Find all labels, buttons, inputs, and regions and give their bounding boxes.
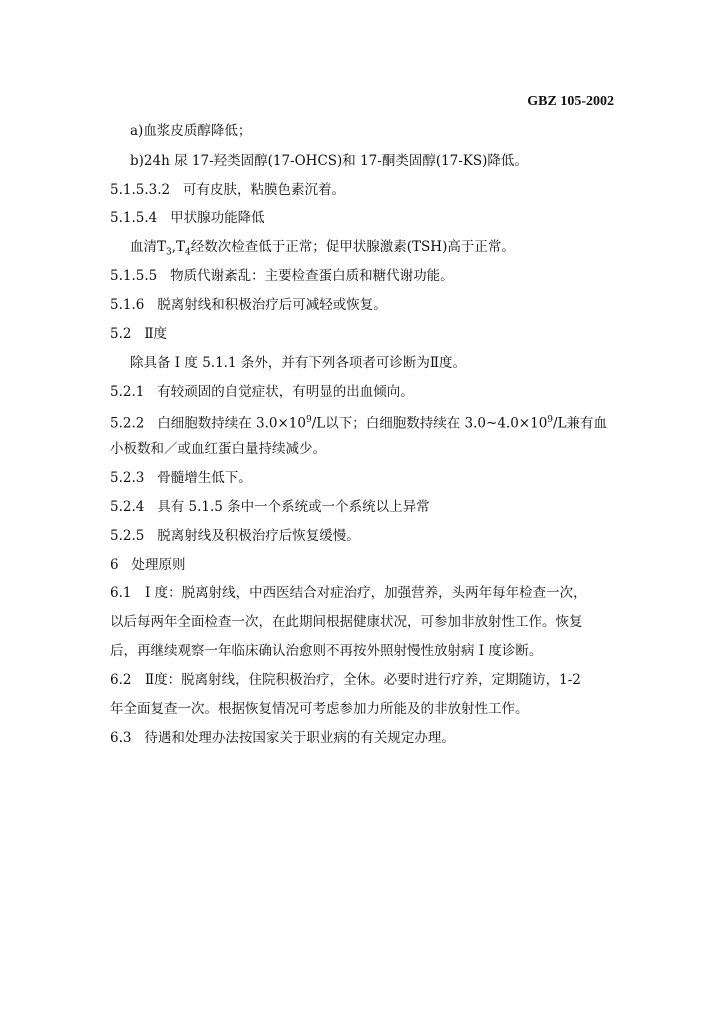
text-part: 经数次检查低于正常；促甲状腺激素(TSH)高于正常。	[190, 239, 515, 255]
clause-6-2-line-1: 6.2 Ⅱ度：脱离射线，住院积极治疗，全休。必要时进行疗养，定期随访，1-2	[110, 672, 581, 688]
clause-text: 处理原则	[131, 557, 186, 573]
clause-text: 脱离射线及积极治疗后恢复缓慢。	[157, 528, 360, 544]
subscript: 3	[166, 247, 172, 258]
clause-5-1-5-5	[110, 267, 454, 285]
clause-6-1-line-2: 以后每两年全面检查一次，在此期间根据健康状况，可参加非放射性工作。恢复	[110, 614, 583, 630]
clause-text: 待遇和处理办法按国家关于职业病的有关规定办理。	[144, 730, 455, 746]
clause-number: 6.3	[110, 730, 132, 746]
clause-text: 可有皮肤，粘膜色素沉着。	[183, 182, 345, 198]
clause-5-1-5-3-2	[110, 181, 345, 199]
clause-number: 5.1.6	[110, 297, 145, 313]
clause-number: 5.2	[110, 326, 132, 342]
text-part: 血清T	[130, 239, 167, 255]
clause-6-2-line-2: 年全面复查一次。根据恢复情况可考虑参加力所能及的非放射性工作。	[110, 701, 529, 717]
clause-5-2-5	[110, 527, 360, 545]
clause-text: 有较顽固的自觉症状，有明显的出血倾向。	[157, 384, 414, 400]
clause-6-1-line-1: 6.1 I 度：脱离射线，中西医结合对症治疗，加强营养，头两年每年检查一次，	[110, 585, 587, 601]
clause-number: 5.1.5.3.2	[110, 182, 171, 198]
clause-text: 具有 5.1.5 条中一个系统或一个系统以上异常	[157, 499, 430, 515]
clause-6-3	[110, 729, 455, 747]
clause-number: 5.1.5.5	[110, 268, 158, 284]
clause-number: 5.1.5.4	[110, 210, 158, 226]
clause-number: 5.2.1	[110, 384, 145, 400]
clause-text: 甲状腺功能降低	[170, 210, 265, 226]
clause-text: 脱离射线和积极治疗后可减轻或恢复。	[157, 297, 387, 313]
text-part: /L兼有血	[553, 415, 608, 432]
text-part: 白细胞数持续在 3.0×10	[157, 415, 306, 432]
document-code: GBZ 105-2002	[527, 94, 614, 109]
clause-text: 骨髓增生低下。	[157, 470, 252, 486]
clause-5-2-2-continued: 小板数和／或血红蛋白量持续减少。	[110, 441, 326, 457]
clause-5-1-5-4	[110, 209, 265, 227]
text-part: ,T	[171, 239, 186, 255]
clause-5-2	[110, 325, 167, 343]
line-a: a)血浆皮质醇降低；	[130, 123, 252, 139]
clause-5-2-4	[110, 498, 430, 516]
clause-text: Ⅱ度	[144, 326, 168, 342]
superscript: 9	[547, 415, 554, 425]
clause-5-2-2	[110, 411, 607, 433]
section-6-heading	[110, 556, 185, 574]
thyroid-line	[130, 238, 515, 262]
clause-text: 物质代谢紊乱：主要检查蛋白质和糖代谢功能。	[170, 268, 454, 284]
clause-6-1-line-3: 后，再继续观察一年临床确认治愈则不再按外照射慢性放射病 I 度诊断。	[110, 643, 543, 659]
clause-5-2-intro: 除具备 I 度 5.1.1 条外，并有下列各项者可诊断为Ⅱ度。	[130, 355, 467, 371]
clause-5-2-1	[110, 383, 414, 401]
clause-number: 5.2.2	[110, 415, 145, 432]
clause-5-2-3	[110, 469, 252, 487]
clause-5-1-6	[110, 296, 387, 314]
clause-number: 6	[110, 557, 119, 573]
line-b: b)24h 尿 17-羟类固醇(17-OHCS)和 17-酮类固醇(17-KS)降低。	[130, 153, 528, 169]
subscript: 4	[185, 247, 191, 258]
clause-number: 5.2.5	[110, 528, 145, 544]
superscript: 9	[306, 415, 312, 425]
clause-number: 5.2.3	[110, 470, 145, 486]
text-part: /L以下；白细胞数持续在 3.0~4.0×10	[311, 415, 548, 432]
clause-number: 5.2.4	[110, 499, 145, 515]
